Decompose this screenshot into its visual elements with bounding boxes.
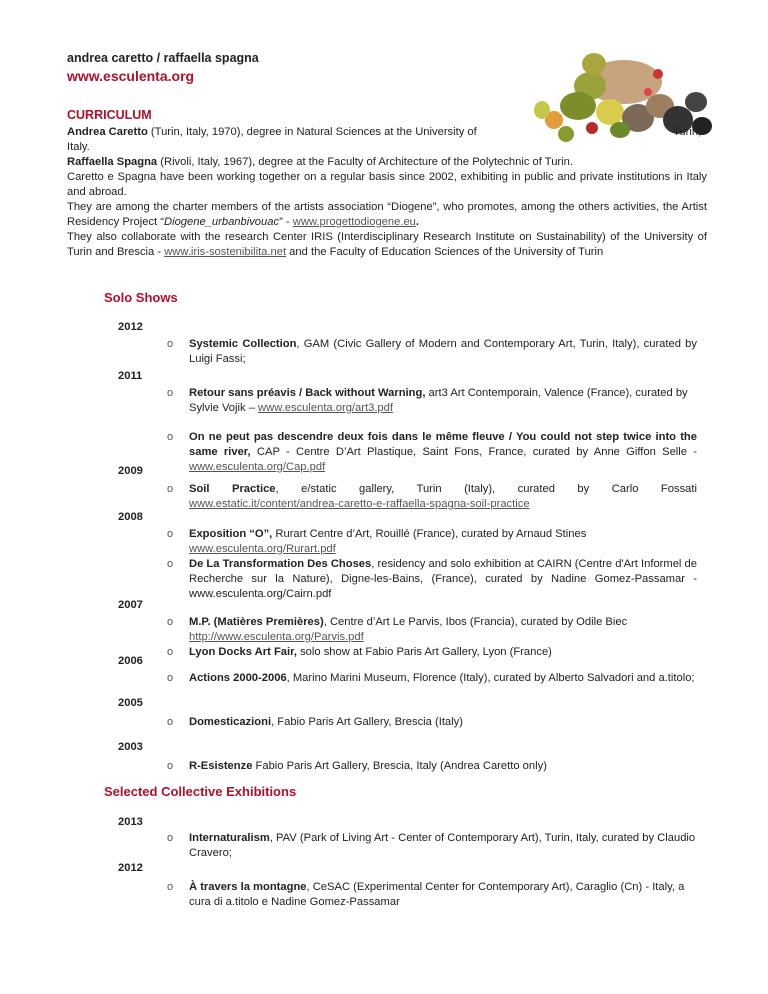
- year-2012-collective: 2012: [118, 862, 143, 874]
- year-2005: 2005: [118, 697, 143, 709]
- list-bullet: o: [167, 832, 174, 844]
- bio-diogene: [67, 200, 707, 230]
- iris-text-end: and the Faculty of Education Sciences of the University of Turin: [286, 246, 604, 258]
- entry-text: Rurart Centre d’Art, Rouillé (France), curated by Arnaud Stines: [272, 528, 587, 540]
- entry-text: art3 Art Contemporain, Valence (France), curated by Sylvie Vojik –: [189, 387, 688, 414]
- list-bullet: o: [167, 646, 174, 658]
- entry-text: , Marino Marini Museum, Florence (Italy), curated by Alberto Salvadori and a.titolo;: [286, 672, 695, 684]
- entry-title: Soil Practice: [189, 483, 276, 495]
- entry-title: Internaturalism: [189, 832, 270, 844]
- entry-link[interactable]: www.estatic.it/content/andrea-caretto-e-raffaella-spagna-soil-practice: [189, 498, 530, 510]
- list-bullet: o: [167, 616, 174, 628]
- list-item: [189, 671, 697, 686]
- year-2009: 2009: [118, 465, 143, 477]
- year-2003: 2003: [118, 741, 143, 753]
- entry-text: , Centre d’Art Le Parvis, Ibos (Francia), curated by Odile Biec: [323, 616, 628, 628]
- list-bullet: o: [167, 672, 174, 684]
- entry-title: On ne peut pas descendre deux fois dans le même fleuve / You could not step twice into the same river,: [189, 431, 697, 458]
- entry-title: Retour sans préavis / Back without Warning,: [189, 387, 426, 399]
- entry-link[interactable]: www.esculenta.org/art3.pdf: [258, 402, 393, 414]
- entry-link[interactable]: www.esculenta.org/Rurart.pdf: [189, 543, 336, 555]
- spagna-name: Raffaella Spagna: [67, 156, 158, 168]
- entry-text: Fabio Paris Art Gallery, Brescia, Italy (Andrea Caretto only): [252, 760, 547, 772]
- entry-title: De La Transformation Des Choses: [189, 558, 372, 570]
- list-bullet: o: [167, 558, 174, 570]
- entry-text: , Fabio Paris Art Gallery, Brescia (Italy): [271, 716, 463, 728]
- bio-spagna: [67, 155, 707, 170]
- list-item: [189, 430, 697, 475]
- bio-iris: [67, 230, 707, 260]
- entry-text: CAP - Centre D’Art Plastique, Saint Fons, France, curated by Anne Giffon Selle -: [250, 446, 697, 458]
- entry-link[interactable]: http://www.esculenta.org/Parvis.pdf: [189, 631, 364, 643]
- list-item: [189, 759, 697, 774]
- list-item: [189, 615, 697, 645]
- entry-link[interactable]: www.esculenta.org/Cap.pdf: [189, 461, 326, 473]
- website-link[interactable]: www.esculenta.org: [67, 68, 195, 84]
- list-item: [189, 645, 697, 660]
- diogene-link[interactable]: www.progettodiogene.eu: [292, 216, 416, 228]
- entry-title: M.P. (Matières Premières): [189, 616, 324, 628]
- diogene-project: Diogene_urbanbivouac: [164, 216, 280, 228]
- diogene-end: .: [415, 216, 420, 228]
- year-2006: 2006: [118, 655, 143, 667]
- collective-heading: Selected Collective Exhibitions: [104, 784, 297, 799]
- list-bullet: o: [167, 431, 174, 443]
- entry-text: solo show at Fabio Paris Art Gallery, Lyon (France): [296, 646, 552, 658]
- year-2007: 2007: [118, 599, 143, 611]
- caretto-country: Italy.: [67, 141, 90, 153]
- list-item: [189, 337, 697, 367]
- authors-heading: andrea caretto / raffaella spagna: [67, 51, 259, 65]
- year-2012: 2012: [118, 321, 143, 333]
- list-item: [189, 527, 697, 557]
- caretto-name: Andrea Caretto: [67, 126, 148, 138]
- list-item: [189, 715, 697, 730]
- bio-caretto: [67, 125, 702, 140]
- entry-title: À travers la montagne: [189, 881, 307, 893]
- list-item: [189, 831, 697, 861]
- curriculum-heading: CURRICULUM: [67, 108, 152, 122]
- list-bullet: o: [167, 760, 174, 772]
- list-bullet: o: [167, 528, 174, 540]
- entry-title: Exposition “O”,: [189, 528, 273, 540]
- entry-text: , e/static gallery, Turin (Italy), curated by Carlo Fossati: [275, 483, 697, 495]
- diogene-text: They are among the charter members of the artists association “Diogene”, who promotes, among the others activities, the Artist Residency Project “: [67, 201, 707, 228]
- iris-text: They also collaborate with the research Center IRIS (Interdisciplinary Research Institute on Sustainability) of the University of Turin and Brescia -: [67, 231, 707, 258]
- list-item: [189, 482, 697, 512]
- caretto-city: Turin,: [673, 126, 702, 138]
- diogene-sep: ” -: [279, 216, 293, 228]
- entry-text: , residency and solo exhibition at CAIRN (Centre d'Art Informel de Recherche sur la Nature), Digne-les-Bains, (France), curated by Nadine Gomez-Passamar - www.esculenta.org/Cairn.pdf: [189, 558, 697, 600]
- entry-title: Systemic Collection: [189, 338, 297, 350]
- entry-title: Lyon Docks Art Fair,: [189, 646, 297, 658]
- spagna-text: (Rivoli, Italy, 1967), degree at the Faculty of Architecture of the Polytechnic of Turin.: [157, 156, 573, 168]
- list-bullet: o: [167, 387, 174, 399]
- list-item: [189, 880, 697, 910]
- solo-shows-heading: Solo Shows: [104, 290, 178, 305]
- entry-text: , PAV (Park of Living Art - Center of Contemporary Art), Turin, Italy, curated by Claudio Cravero;: [189, 832, 696, 859]
- list-bullet: o: [167, 483, 174, 495]
- list-bullet: o: [167, 716, 174, 728]
- entry-title: R-Esistenze: [189, 760, 253, 772]
- list-item: [189, 386, 697, 416]
- list-item: [189, 557, 697, 602]
- entry-title: Domesticazioni: [189, 716, 272, 728]
- year-2008: 2008: [118, 511, 143, 523]
- list-bullet: o: [167, 338, 174, 350]
- year-2013: 2013: [118, 816, 143, 828]
- bio-collaboration: Caretto e Spagna have been working together on a regular basis since 2002, exhibiting in public and private institutions in Italy and abroad.: [67, 171, 707, 198]
- entry-title: Actions 2000-2006: [189, 672, 287, 684]
- entry-text: , GAM (Civic Gallery of Modern and Contemporary Art, Turin, Italy), curated by Luigi Fassi;: [189, 338, 697, 365]
- year-2011: 2011: [118, 370, 143, 382]
- list-bullet: o: [167, 881, 174, 893]
- iris-link[interactable]: www.iris-sostenibilita.net: [164, 246, 287, 258]
- caretto-text: (Turin, Italy, 1970), degree in Natural Sciences at the University of: [147, 126, 477, 138]
- entry-text: , CeSAC (Experimental Center for Contemporary Art), Caraglio (Cn) - Italy, a cura di a.titolo e Nadine Gomez-Passamar: [189, 881, 685, 908]
